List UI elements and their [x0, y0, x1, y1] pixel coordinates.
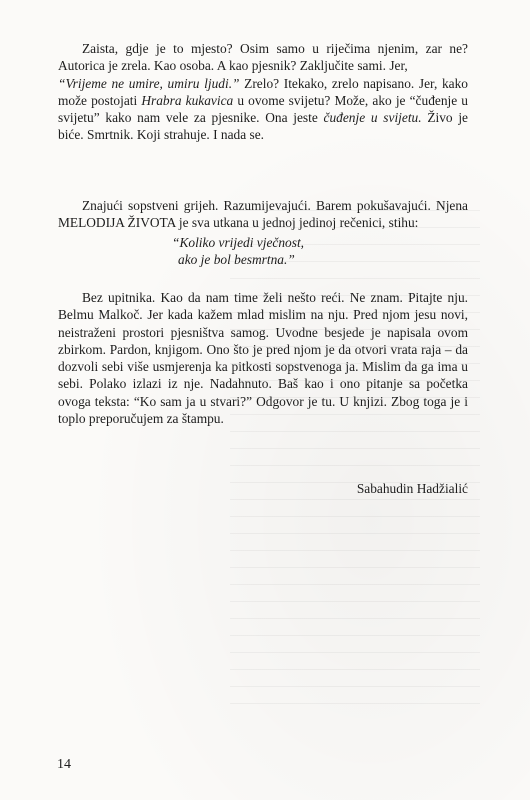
paragraph-1-part-2: Zrelo? Itekako, zrelo napisano. Jer, kako može postojati [58, 75, 468, 108]
paragraph-2 [58, 197, 468, 232]
paragraph-1 [58, 40, 468, 144]
book-title-italic: Hrabra kukavica [141, 92, 234, 108]
paragraph-1-part-4: Živo je biće. Smrtnik. Koji strahuje. I nada se. [58, 110, 468, 143]
paragraph-1-part-3: u ovome svijetu? Može, ako je “čuđenje u svijetu” kako nam vele za pjesnike. Ona jeste [58, 92, 468, 126]
show-through-text [230, 200, 480, 720]
author-signature: Sabahudin Hadžialić [356, 481, 468, 496]
page-number: 14 [57, 757, 71, 772]
paragraph-3 [58, 289, 468, 427]
verse-quote [172, 234, 304, 269]
paragraph-3-text: Bez upitnika. Kao da nam time želi nešto reći. Ne znam. Pitajte nju. Belmu Malkoč. Jer kada kažem mlad mislim na nju. Pred njom jesu novi, neistraženi prostori pjesništva samog. Uvodne besjede je napisala ovom zbirkom. Pardon, knjigom. Ono što je pred njom je da otvori vrata raja – da dozvoli sebi više usmjerenja ka pitkosti sopstvenoga ja. Mislim da ga ima u sebi. Polako izlazi iz nje. Nadahnuto. Baš kao i ono pitanje sa početka ovoga teksta: “Ko sam ja u stvari?” Odgovor je tu. U knjizi. Zbog toga je i toplo preporučujem za štampu. [58, 290, 468, 427]
verse-line-2: ako je bol besmrtna.” [178, 252, 295, 268]
verse-line-1: “Koliko vrijedi vječnost, [172, 235, 305, 250]
paragraph-2-text: Znajući sopstveni grijeh. Razumijevajući. Barem pokušavajući. Njena MELODIJA ŽIVOTA je sva utkana u jednoj jedinoj rečenici, stihu: [58, 198, 468, 231]
italic-phrase: čuđenje u svijetu. [323, 110, 422, 126]
paragraph-1-part-1: Zaista, gdje je to mjesto? Osim samo u riječima njenim, zar ne? Autorica je zrela. Kao osoba. A kao pjesnik? Zaključite sami. Jer, [58, 41, 468, 74]
quoted-verse-1: “Vrijeme ne umire, umiru ljudi.” [58, 75, 240, 91]
